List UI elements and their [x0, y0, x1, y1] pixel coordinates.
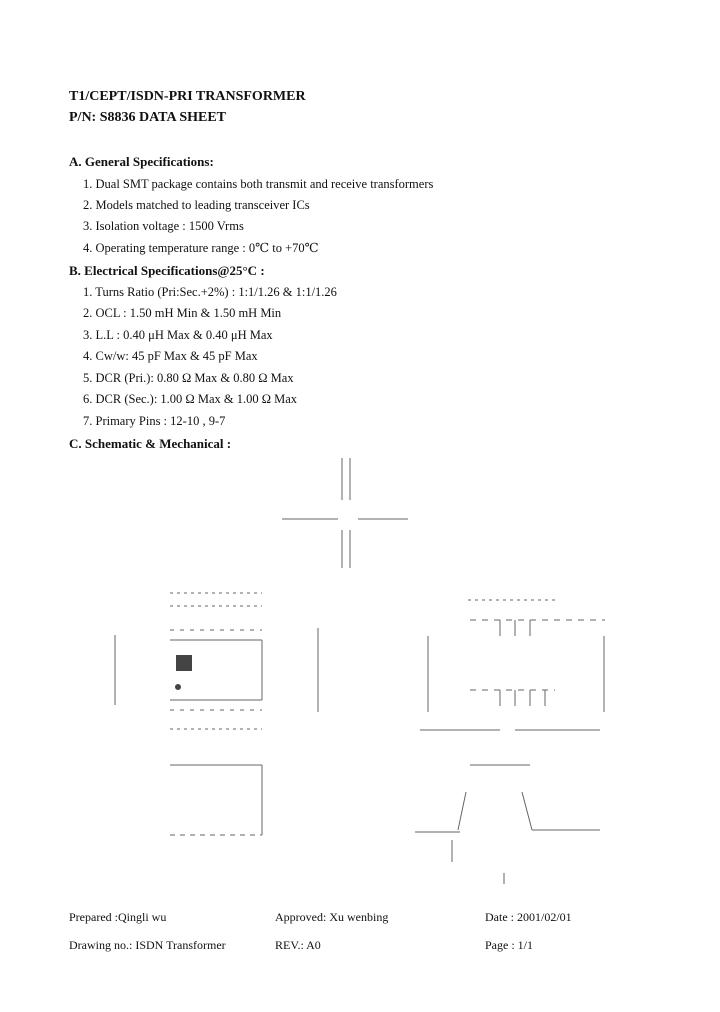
- general-spec-item: 2. Models matched to leading transceiver ICs: [83, 198, 310, 212]
- general-spec-item: 1. Dual SMT package contains both transmit and receive transformers: [83, 177, 434, 191]
- general-spec-item: 3. Isolation voltage : 1500 Vrms: [83, 219, 244, 233]
- electrical-spec-heading: B. Electrical Specifications@25°C :: [69, 263, 265, 278]
- document-date: Date : 2001/02/01: [485, 910, 572, 924]
- electrical-spec-item: 3. L.L : 0.40 μH Max & 0.40 μH Max: [83, 328, 273, 342]
- approved-by: Approved: Xu wenbing: [275, 910, 389, 924]
- page-number: Page : 1/1: [485, 938, 533, 952]
- general-spec-heading: A. General Specifications:: [69, 154, 214, 169]
- general-spec-item: 4. Operating temperature range : 0℃ to +70℃: [83, 241, 319, 255]
- electrical-spec-item: 6. DCR (Sec.): 1.00 Ω Max & 1.00 Ω Max: [83, 392, 298, 406]
- schematic-heading: C. Schematic & Mechanical :: [69, 436, 232, 451]
- electrical-spec-item: 7. Primary Pins : 12-10 , 9-7: [83, 414, 226, 428]
- title-line-1: T1/CEPT/ISDN-PRI TRANSFORMER: [69, 89, 306, 104]
- drawing-number: Drawing no.: ISDN Transformer: [69, 938, 226, 952]
- electrical-spec-item: 5. DCR (Pri.): 0.80 Ω Max & 0.80 Ω Max: [83, 371, 294, 385]
- prepared-by: Prepared :Qingli wu: [69, 910, 167, 924]
- title-line-2: P/N: S8836 DATA SHEET: [69, 110, 227, 125]
- revision: REV.: A0: [275, 938, 321, 952]
- electrical-spec-item: 1. Turns Ratio (Pri:Sec.+2%) : 1:1/1.26 & 1:1/1.26: [83, 285, 337, 299]
- electrical-spec-item: 4. Cw/w: 45 pF Max & 45 pF Max: [83, 349, 258, 363]
- electrical-spec-item: 2. OCL : 1.50 mH Min & 1.50 mH Min: [83, 306, 282, 320]
